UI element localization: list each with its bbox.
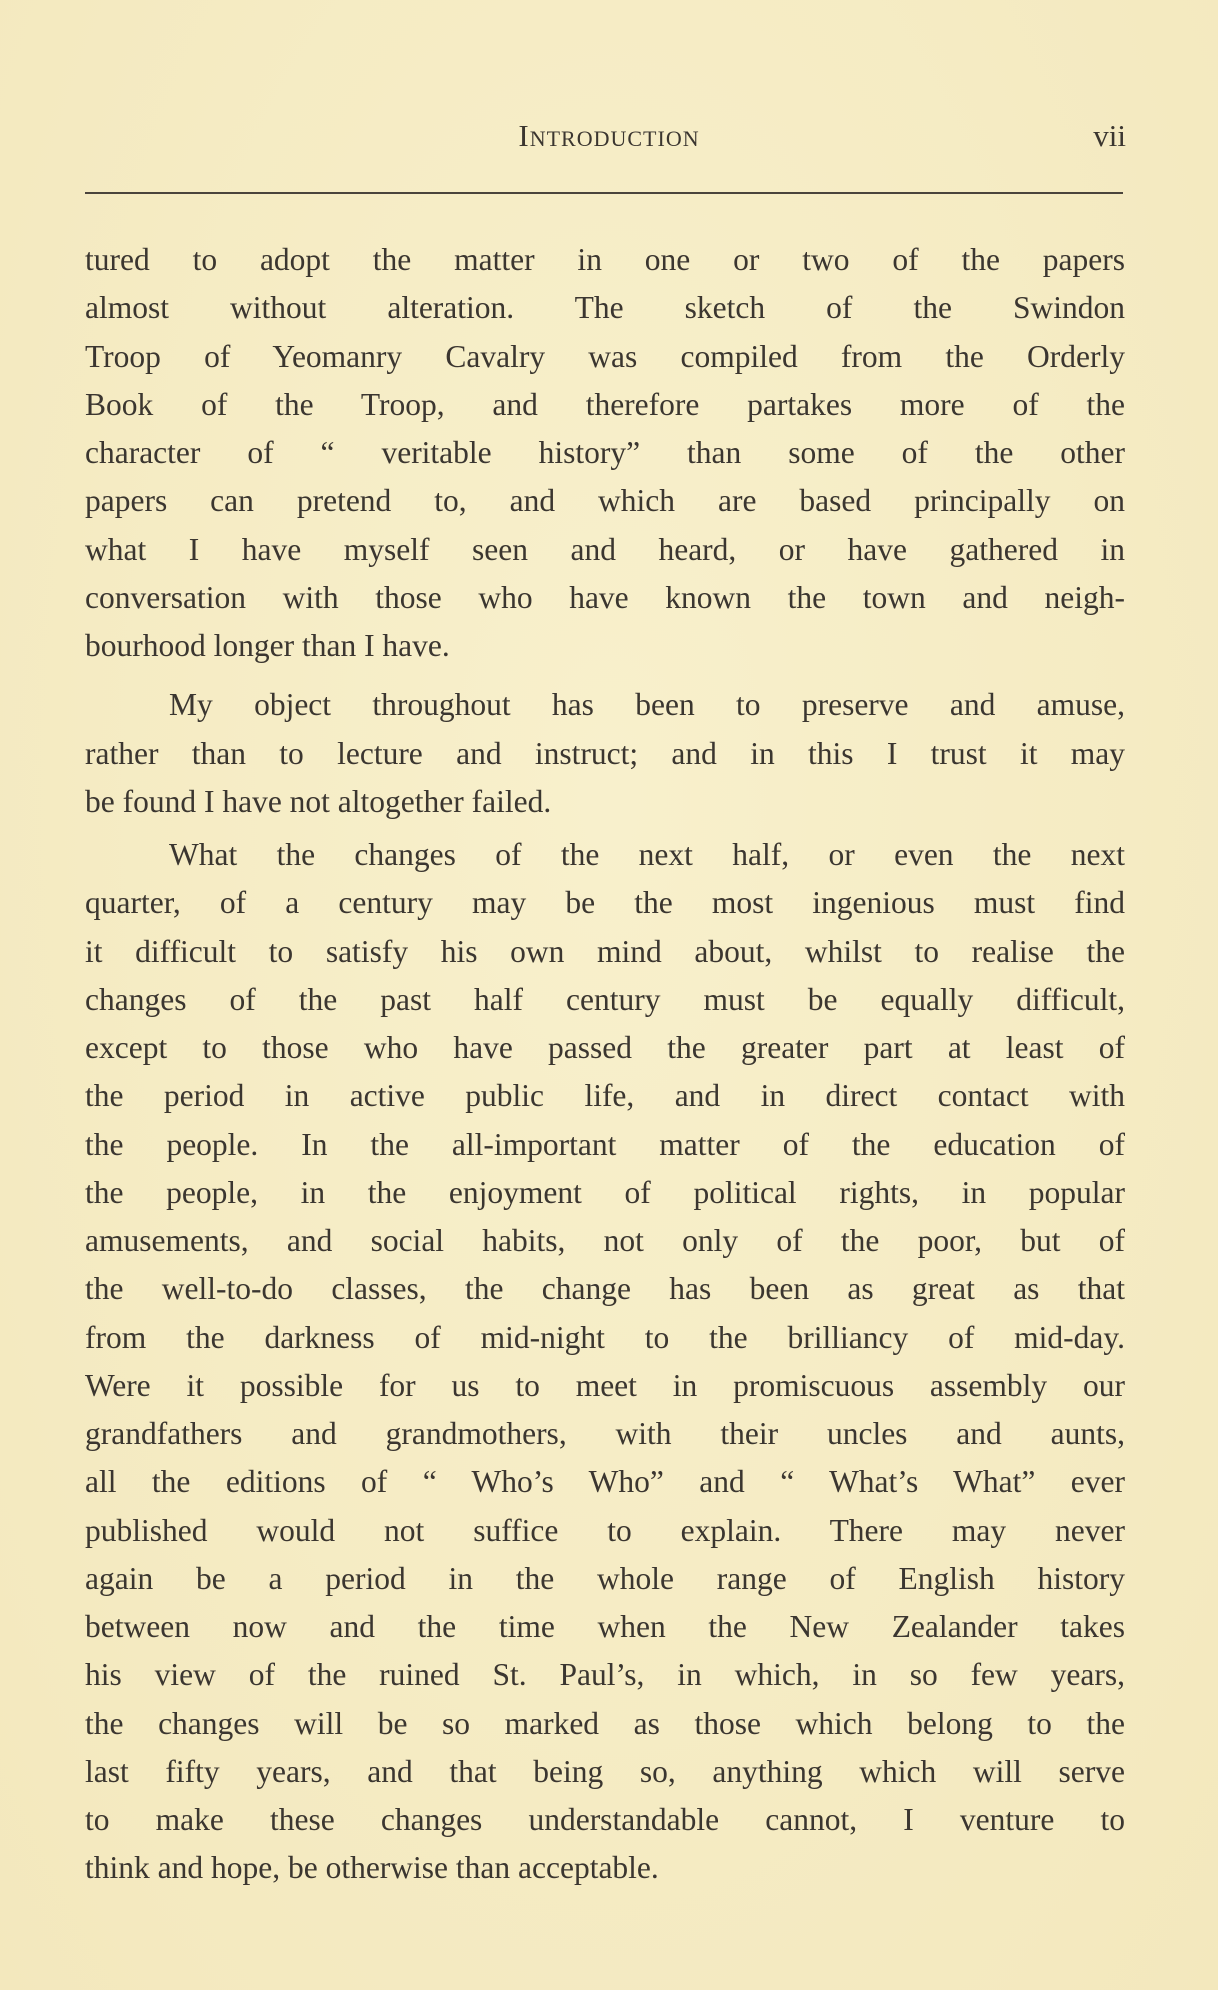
text-line: again be a period in the whole range of English history [85, 1560, 1125, 1596]
paragraph [85, 236, 1125, 670]
text-line: the period in active public life, and in direct contact with [85, 1078, 1125, 1114]
text-line: all the editions of “ Who’s Who” and “ What’s What” ever [85, 1464, 1125, 1500]
text-line: amusements, and social habits, not only of the poor, but of [85, 1223, 1125, 1258]
text-line: between now and the time when the New Zealander takes [85, 1609, 1125, 1644]
text-line: papers can pretend to, and which are based principally on [85, 483, 1125, 519]
text-line: Book of the Troop, and therefore partakes more of the [85, 386, 1125, 422]
text-line: character of “ veritable history” than some of the other [85, 435, 1125, 470]
text-line: tured to adopt the matter in one or two of the papers [85, 242, 1125, 277]
text-line: Were it possible for us to meet in promiscuous assembly our [85, 1367, 1125, 1403]
text-line: What the changes of the next half, or even the next [169, 837, 1125, 872]
text-line: the changes will be so marked as those which belong to the [85, 1705, 1125, 1741]
text-line: the people, in the enjoyment of political rights, in popular [85, 1174, 1125, 1210]
text-line: rather than to lecture and instruct; and in this I trust it may [85, 735, 1125, 771]
paragraph [85, 831, 1125, 1893]
text-line: last fifty years, and that being so, anything which will serve [85, 1753, 1125, 1789]
text-line: it difficult to satisfy his own mind about, whilst to realise the [85, 933, 1125, 969]
text-line: changes of the past half century must be equally difficult, [85, 981, 1125, 1017]
text-line: published would not suffice to explain. There may never [85, 1512, 1125, 1548]
text-line: bourhood longer than I have. [85, 628, 450, 663]
text-line: except to those who have passed the greater part at least of [85, 1030, 1125, 1065]
paragraph [85, 681, 1125, 826]
text-line: My object throughout has been to preserve and amuse, [169, 687, 1125, 723]
text-line: be found I have not altogether failed. [85, 783, 552, 819]
text-line: to make these changes understandable cannot, I venture to [85, 1802, 1125, 1837]
text-line: conversation with those who have known the town and neigh- [85, 579, 1125, 615]
page-number: vii [1093, 118, 1126, 153]
text-line: Troop of Yeomanry Cavalry was compiled from the Orderly [85, 338, 1125, 374]
text-line: from the darkness of mid-night to the brilliancy of mid-day. [85, 1319, 1125, 1355]
header-rule [85, 192, 1123, 194]
body-text [85, 236, 1125, 1893]
text-line: quarter, of a century may be the most ingenious must find [85, 885, 1125, 921]
running-head-title: Introduction [518, 118, 700, 153]
text-line: his view of the ruined St. Paul’s, in which, in so few years, [85, 1657, 1125, 1693]
text-line: the people. In the all-important matter of the education of [85, 1126, 1125, 1162]
text-line: grandfathers and grandmothers, with their uncles and aunts, [85, 1416, 1125, 1451]
text-line: what I have myself seen and heard, or have gathered in [85, 531, 1125, 567]
text-line: the well-to-do classes, the change has been as great as that [85, 1271, 1125, 1307]
text-line: almost without alteration. The sketch of the Swindon [85, 290, 1125, 326]
text-line: think and hope, be otherwise than acceptable. [85, 1850, 659, 1886]
